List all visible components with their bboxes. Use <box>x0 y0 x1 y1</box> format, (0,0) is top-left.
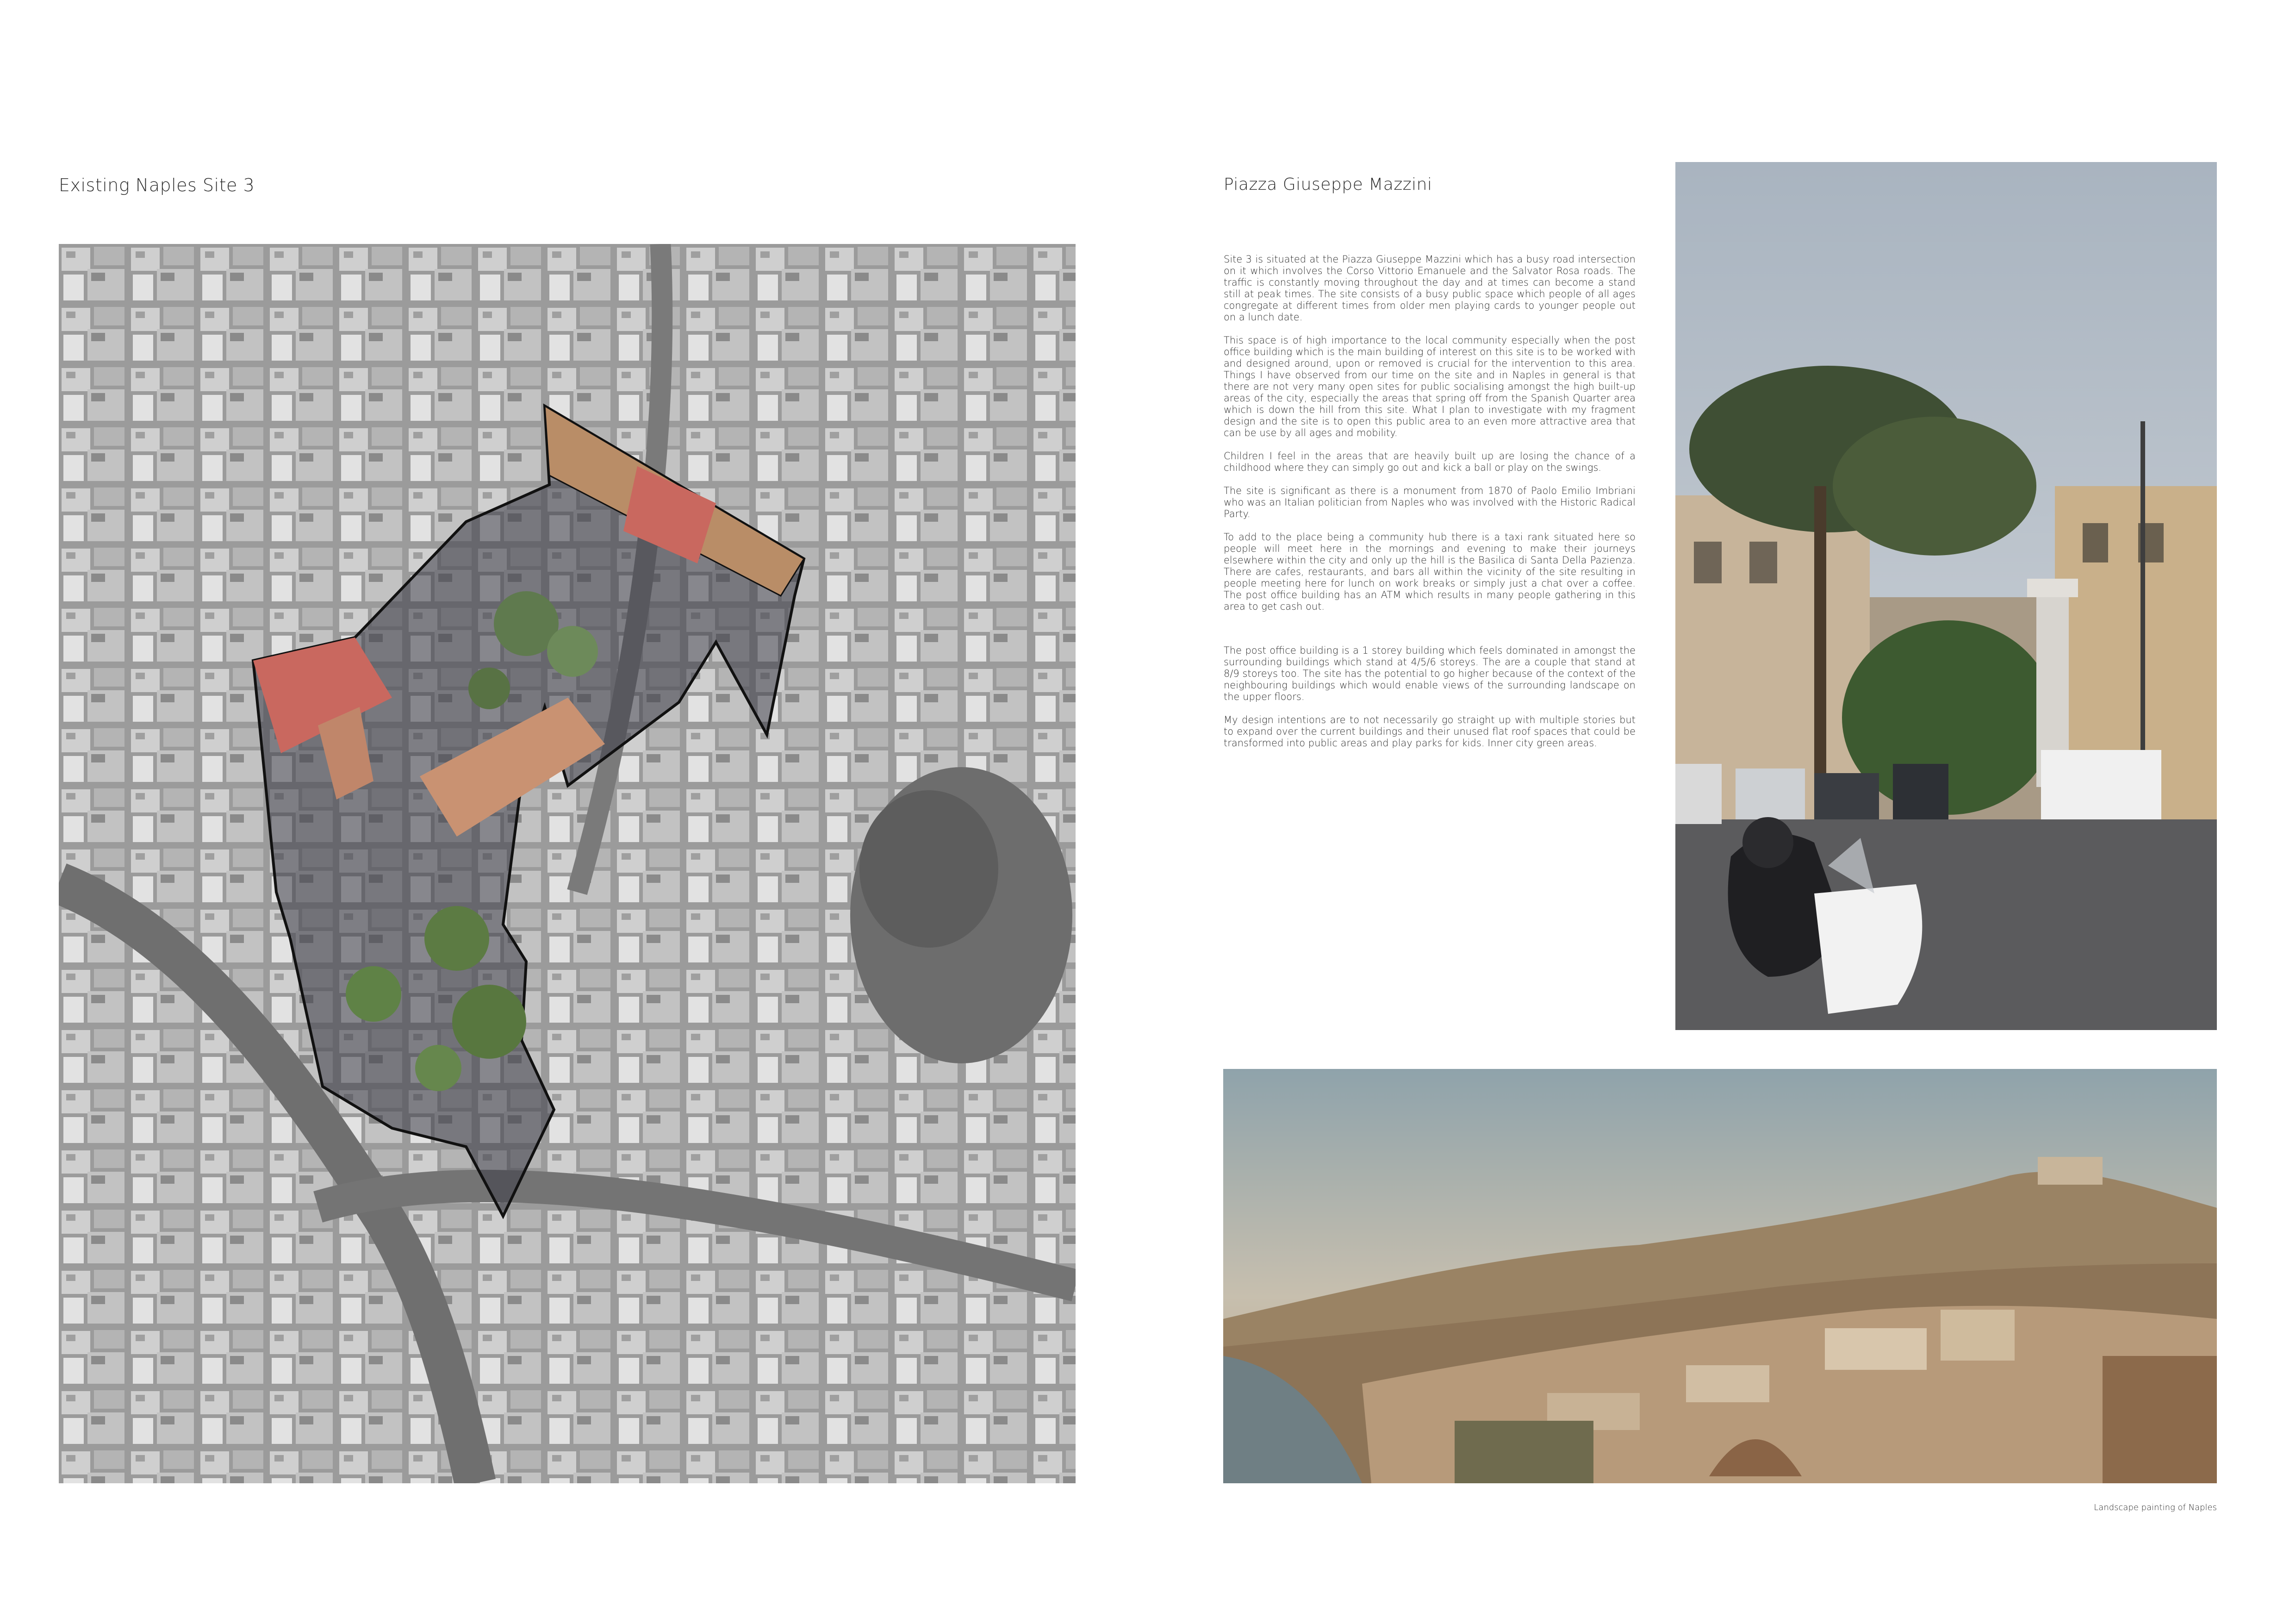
aerial-site-image <box>59 244 1076 1483</box>
paragraph-7: My design intentions are to not necessarily go straight up with multiple stories but to expand over the current buildings and their unused flat roof spaces that could be transformed into public areas and play parks for kids. Inner city green areas. <box>1224 714 1636 749</box>
paragraph-5: To add to the place being a community hub there is a taxi rank situated here so people will meet here in the mornings and evening to make their journeys elsewhere within the city and only up the hill is the Basilica di Santa Della Pazienza. There are cafes, restaurants, and bars all within the vicinity of the site resulting in people meeting here for lunch on work breaks or simply just a chat over a coffee. The post office building has an ATM which results in many people gathering in this area to get cash out. <box>1224 531 1636 612</box>
paragraph-6: The post office building is a 1 storey building which feels dominated in amongst the surrounding buildings which stand at 4/5/6 storeys. The are a couple that stand at 8/9 storeys too. The site has the potential to go higher because of the context of the neighbouring buildings which would enable views of the surrounding landscape on the upper floors. <box>1224 645 1636 702</box>
landscape-painting-graphic <box>1223 1069 2217 1483</box>
right-page-title: Piazza Giuseppe Mazzini <box>1224 175 1432 194</box>
aerial-site-graphic <box>59 244 1076 1483</box>
body-text <box>1224 254 1636 761</box>
paragraph-4: The site is significant as there is a monument from 1870 of Paolo Emilio Imbriani who was an Italian politician from Naples who was involved with the Historic Radical Party. <box>1224 485 1636 519</box>
paragraph-2: This space is of high importance to the local community especially when the post office building which is the main building of interest on this site is to be worked with and designed around, upon or removed is crucial for the intervention to this area. Things I have observed from our time on the site and in Naples in general is that there are not very many open sites for public socialising amongst the high built-up areas of the city, especially the areas that spring off from the Spanish Quarter area which is down the hill from this site. What I plan to investigate with my fragment design and the site is to open this public area to an even more attractive area that can be use by all ages and mobility. <box>1224 335 1636 438</box>
left-page-title: Existing Naples Site 3 <box>59 175 255 195</box>
street-photo-graphic <box>1675 162 2217 1030</box>
painting-caption: Landscape painting of Naples <box>2094 1503 2217 1512</box>
street-photo <box>1675 162 2217 1030</box>
paragraph-3: Children I feel in the areas that are heavily built up are losing the chance of a childhood where they can simply go out and kick a ball or play on the swings. <box>1224 450 1636 473</box>
paragraph-1: Site 3 is situated at the Piazza Giuseppe Mazzini which has a busy road intersection on it which involves the Corso Vittorio Emanuele and the Salvator Rosa roads. The traffic is constantly moving throughout the day and at times can become a stand still at peak times. The site consists of a busy public space which people of all ages congregate at different times from older men playing cards to younger people out on a lunch date. <box>1224 254 1636 323</box>
landscape-painting <box>1223 1069 2217 1483</box>
